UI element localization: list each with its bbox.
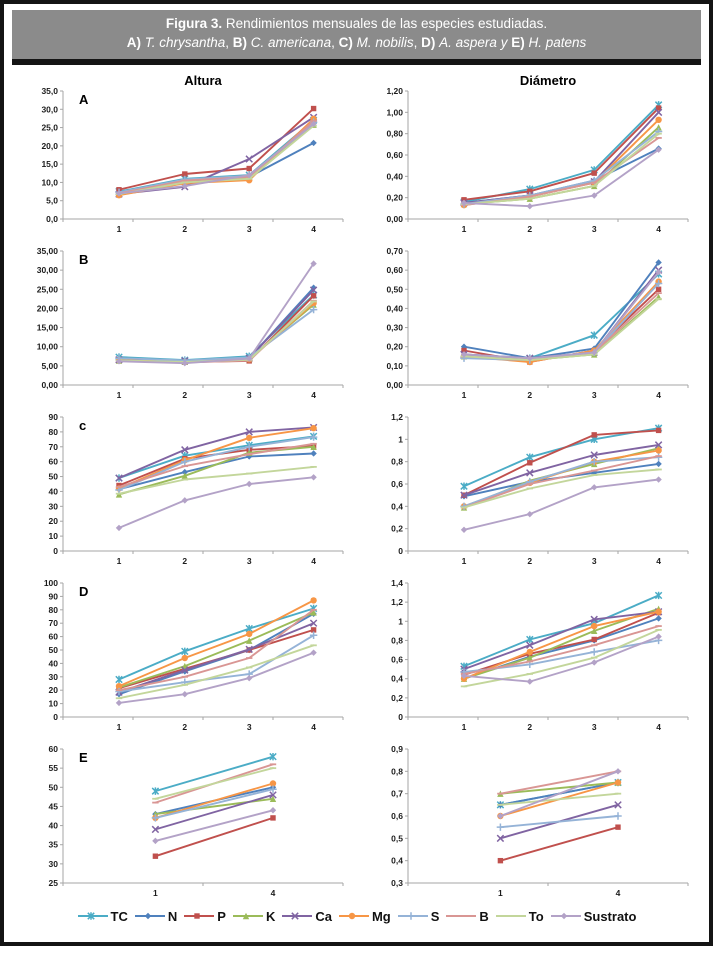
legend-item-sustrato [550,909,637,924]
caption-figure-number: Figura 3. [165,16,223,31]
figure-caption [12,10,701,65]
svg-text:2: 2 [527,389,533,400]
svg-text:25,0: 25,0 [41,122,58,133]
svg-text:3: 3 [592,389,597,400]
svg-text:0,40: 0,40 [386,171,404,182]
svg-text:0,00: 0,00 [41,379,58,390]
legend-item-tc [77,909,128,924]
svg-text:0,3: 0,3 [391,877,404,888]
svg-text:0,6: 0,6 [391,810,404,821]
svg-text:4: 4 [270,887,276,898]
legend-label: To [528,908,544,924]
svg-text:0,50: 0,50 [386,284,404,295]
svg-text:1: 1 [498,887,504,898]
svg-text:35,00: 35,00 [36,245,58,256]
svg-text:35,0: 35,0 [41,85,58,96]
svg-text:10,00: 10,00 [36,341,58,352]
svg-text:2: 2 [527,721,533,732]
svg-text:15,0: 15,0 [41,158,58,169]
legend-item-k [232,909,275,924]
svg-text:A: A [78,91,89,107]
svg-text:30,0: 30,0 [41,104,58,115]
svg-text:1: 1 [152,887,158,898]
legend-label: TC [110,908,128,924]
legend-label: P [217,908,226,924]
svg-text:0,20: 0,20 [386,341,404,352]
legend-item-b [445,909,488,924]
svg-text:0,6: 0,6 [391,478,404,489]
svg-text:70: 70 [48,441,58,452]
svg-text:0,30: 0,30 [386,322,404,333]
legend-marker-icon [338,910,370,922]
svg-text:c: c [78,417,86,433]
svg-text:1,00: 1,00 [386,107,404,118]
caption-part: H. patens [528,34,587,50]
chart-b-altura [14,239,360,405]
chart-svg [364,571,700,737]
svg-text:35: 35 [48,839,58,850]
svg-text:0,4: 0,4 [391,855,404,866]
chart-c-diametro [360,405,706,571]
svg-text:0,60: 0,60 [386,149,404,160]
legend-marker-icon [183,910,215,922]
legend-marker-icon [550,910,582,922]
svg-text:40: 40 [48,820,58,831]
svg-text:B: B [78,251,89,267]
chart-svg [364,239,700,405]
svg-text:5,00: 5,00 [41,360,58,371]
legend-marker-icon [77,910,109,922]
legend-label: Sustrato [583,908,637,924]
svg-text:3: 3 [592,555,597,566]
legend-item-ca [281,909,332,924]
svg-text:15,00: 15,00 [36,322,58,333]
legend-item-p [183,909,226,924]
chart-svg [19,571,355,737]
svg-text:45: 45 [48,801,58,812]
chart-e-diametro [360,737,706,903]
svg-text:90: 90 [48,591,58,602]
svg-text:4: 4 [656,223,662,234]
caption-part: A. aspera y [439,34,512,50]
svg-text:50: 50 [48,471,58,482]
chart-svg [19,737,355,903]
svg-text:2: 2 [182,389,187,400]
svg-text:30,00: 30,00 [36,264,58,275]
chart-e-altura [14,737,360,903]
svg-text:25: 25 [48,877,58,888]
caption-line-1 [22,15,691,34]
svg-text:2: 2 [527,555,533,566]
caption-part: B) [232,34,251,50]
svg-text:40: 40 [48,658,58,669]
caption-part: , [413,34,422,50]
svg-text:Diámetro: Diámetro [520,72,577,88]
svg-text:60: 60 [48,456,58,467]
svg-text:1: 1 [398,616,404,627]
svg-text:1: 1 [116,721,122,732]
svg-text:20,00: 20,00 [36,303,58,314]
svg-text:1,2: 1,2 [391,596,404,607]
svg-text:4: 4 [615,887,621,898]
svg-text:2: 2 [527,223,533,234]
caption-title-text: Rendimientos mensuales de las especies estudiadas. [222,16,548,31]
svg-text:70: 70 [48,617,58,628]
svg-text:0: 0 [53,545,58,556]
legend-item-n [134,909,177,924]
svg-text:100: 100 [43,577,58,588]
legend-label: S [430,908,440,924]
chart-svg [19,239,355,405]
svg-text:1: 1 [461,555,467,566]
legend [4,903,709,934]
caption-part: T. chrysantha [144,34,226,50]
svg-text:1,4: 1,4 [391,577,404,588]
svg-text:4: 4 [656,389,662,400]
svg-text:4: 4 [310,389,316,400]
svg-text:0,4: 0,4 [391,501,404,512]
caption-part: C) [338,34,357,50]
svg-text:0,2: 0,2 [391,523,404,534]
charts-grid [4,65,709,903]
svg-text:0,70: 0,70 [386,245,404,256]
chart-svg [364,737,700,903]
caption-part: E) [511,34,529,50]
svg-text:0,2: 0,2 [391,692,404,703]
svg-text:2: 2 [182,555,187,566]
svg-text:4: 4 [656,721,662,732]
chart-svg [19,73,355,239]
svg-text:1: 1 [116,389,122,400]
svg-text:4: 4 [656,555,662,566]
svg-text:60: 60 [48,743,58,754]
svg-text:0,20: 0,20 [386,192,404,203]
legend-marker-icon [281,910,313,922]
svg-text:0,40: 0,40 [386,303,404,314]
svg-text:1,2: 1,2 [391,411,404,422]
svg-text:10: 10 [48,698,58,709]
caption-part: , [225,34,233,50]
caption-part: D) [421,34,440,50]
svg-text:4: 4 [310,721,316,732]
svg-text:2: 2 [182,721,187,732]
svg-text:1: 1 [398,434,404,445]
svg-text:Altura: Altura [183,72,222,88]
svg-text:1,20: 1,20 [386,85,404,96]
svg-text:80: 80 [48,426,58,437]
svg-text:0,60: 0,60 [386,264,404,275]
chart-svg [19,405,355,571]
caption-part: A) [126,34,145,50]
svg-text:10: 10 [48,530,58,541]
svg-text:30: 30 [48,671,58,682]
legend-marker-icon [397,910,429,922]
svg-text:60: 60 [48,631,58,642]
legend-marker-icon [134,910,166,922]
caption-part: C. americana [250,34,332,50]
chart-svg [364,73,700,239]
chart-svg [364,405,700,571]
svg-text:50: 50 [48,644,58,655]
caption-line-2 [22,34,691,53]
svg-text:D: D [78,583,89,599]
svg-text:25,00: 25,00 [36,284,58,295]
svg-text:3: 3 [246,389,252,400]
svg-text:0: 0 [398,545,404,556]
svg-text:20: 20 [48,516,58,527]
legend-marker-icon [445,910,477,922]
chart-b-diametro [360,239,706,405]
svg-text:1: 1 [116,223,122,234]
legend-label: Ca [315,908,332,924]
legend-label: K [265,908,276,924]
svg-text:0,0: 0,0 [45,213,58,224]
legend-label: B [479,908,489,924]
svg-text:0,6: 0,6 [391,654,404,665]
caption-part: , [331,34,339,50]
legend-label: N [167,908,178,924]
svg-text:3: 3 [246,223,252,234]
chart-d-diametro [360,571,706,737]
svg-text:0,80: 0,80 [386,128,404,139]
chart-d-altura [14,571,360,737]
svg-text:3: 3 [246,555,252,566]
svg-text:1: 1 [461,223,467,234]
svg-text:5,0: 5,0 [45,195,58,206]
legend-marker-icon [232,910,264,922]
svg-text:0,8: 0,8 [391,456,404,467]
svg-text:0,00: 0,00 [386,213,404,224]
legend-marker-icon [495,910,527,922]
svg-text:0,8: 0,8 [391,766,404,777]
svg-text:0,7: 0,7 [391,788,404,799]
svg-text:80: 80 [48,604,58,615]
svg-text:0,4: 0,4 [391,673,404,684]
svg-text:4: 4 [310,223,316,234]
svg-text:0,8: 0,8 [391,635,404,646]
svg-text:30: 30 [48,501,58,512]
legend-item-s [397,909,440,924]
svg-text:1: 1 [461,721,467,732]
chart-a-altura [14,73,360,239]
svg-text:20: 20 [48,684,58,695]
svg-text:1: 1 [461,389,467,400]
svg-text:0,5: 0,5 [391,833,404,844]
svg-text:4: 4 [310,555,316,566]
svg-text:0: 0 [53,711,58,722]
svg-text:0,9: 0,9 [391,743,404,754]
svg-text:90: 90 [48,411,58,422]
svg-text:3: 3 [592,223,597,234]
svg-text:10,0: 10,0 [41,177,58,188]
svg-text:E: E [78,749,88,765]
svg-text:55: 55 [48,762,58,773]
svg-text:1: 1 [116,555,122,566]
legend-item-to [495,909,544,924]
svg-text:3: 3 [592,721,597,732]
svg-text:3: 3 [246,721,252,732]
chart-a-diametro [360,73,706,239]
caption-part: M. nobilis [356,34,414,50]
svg-text:50: 50 [48,782,58,793]
svg-text:0,10: 0,10 [386,360,404,371]
svg-text:0,00: 0,00 [386,379,404,390]
svg-text:30: 30 [48,858,58,869]
chart-c-altura [14,405,360,571]
legend-label: Mg [371,908,391,924]
svg-text:2: 2 [182,223,187,234]
svg-text:0: 0 [398,711,404,722]
svg-text:20,0: 20,0 [41,140,58,151]
svg-text:40: 40 [48,486,58,497]
legend-item-mg [338,909,391,924]
